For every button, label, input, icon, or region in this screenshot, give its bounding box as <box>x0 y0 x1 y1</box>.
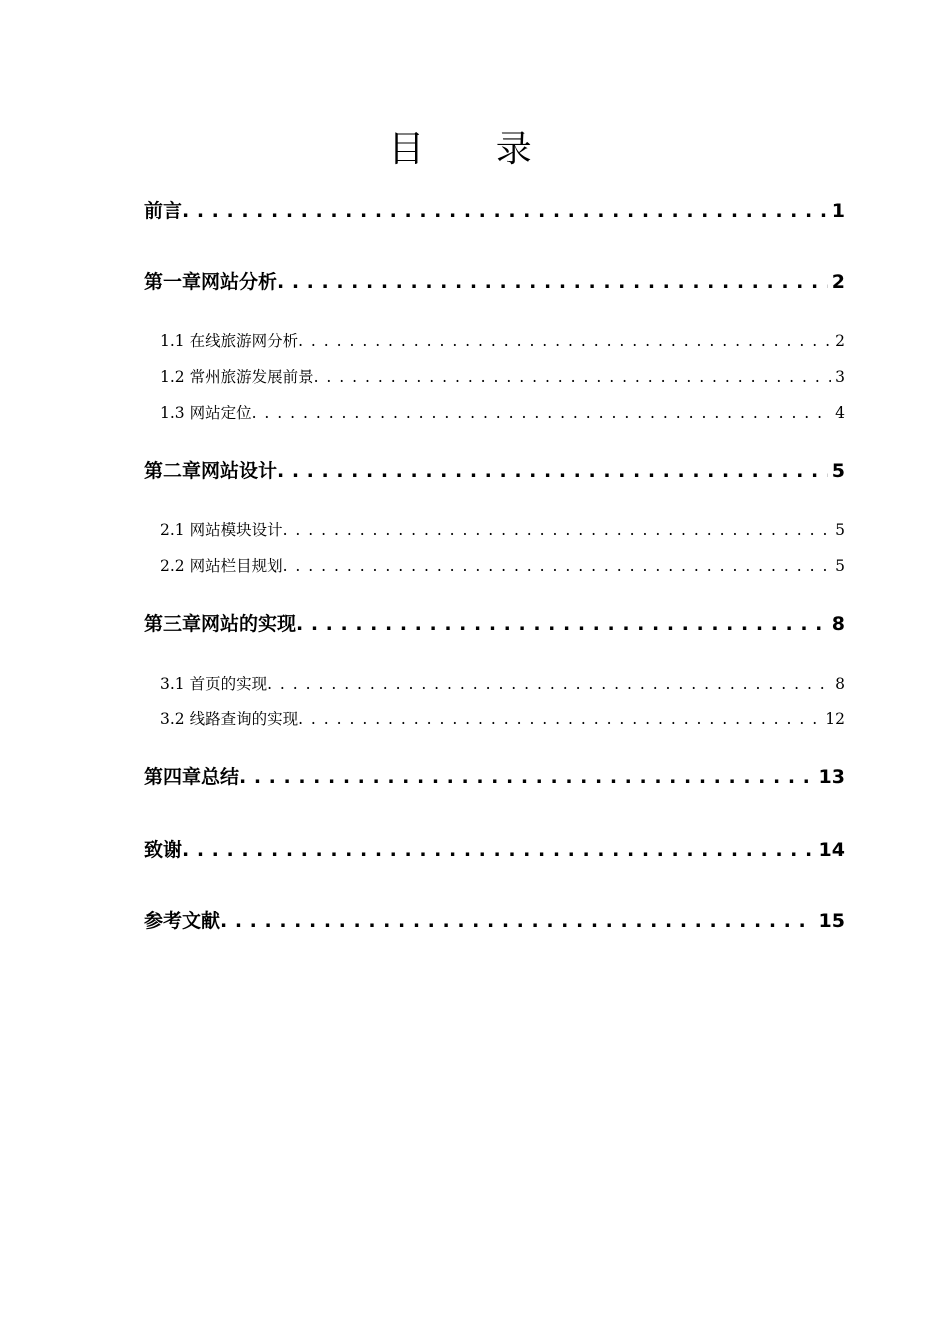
toc-entry-section-1-2[interactable] <box>160 365 845 389</box>
dot-leader <box>182 196 828 226</box>
toc-entry-label: 1.3 网站定位 <box>160 404 252 422</box>
toc-page-number: 2 <box>835 332 845 350</box>
toc-page-number: 3 <box>835 368 845 386</box>
toc-entry-label: 1.1 在线旅游网分析 <box>160 332 299 350</box>
toc-entry-label: 2.1 网站模块设计 <box>160 521 283 539</box>
toc-entry-section-1-1[interactable] <box>160 329 845 353</box>
toc-entry-chapter-2[interactable] <box>144 456 845 486</box>
toc-page-number: 13 <box>818 766 845 788</box>
toc-entry-label: 第二章网站设计 <box>144 460 278 482</box>
toc-entry-chapter-1[interactable] <box>144 267 845 297</box>
dot-leader <box>296 609 828 639</box>
toc-entry-section-2-1[interactable] <box>160 518 845 542</box>
toc-entry-label: 3.1 首页的实现 <box>160 675 268 693</box>
toc-entry-chapter-4[interactable] <box>144 762 845 792</box>
dot-leader <box>298 707 821 731</box>
dot-leader <box>277 267 828 297</box>
toc-entry-section-1-3[interactable] <box>160 401 845 425</box>
dot-leader <box>220 906 815 936</box>
dot-leader <box>283 554 832 578</box>
toc-entry-label: 前言 <box>144 200 183 222</box>
dot-leader <box>267 672 831 696</box>
dot-leader <box>314 365 832 389</box>
toc-entry-acknowledgements[interactable] <box>144 835 845 865</box>
toc-page-number: 5 <box>835 521 845 539</box>
toc-page-number: 5 <box>835 557 845 575</box>
dot-leader <box>283 518 832 542</box>
toc-entry-references[interactable] <box>144 906 845 936</box>
toc-page-number: 14 <box>818 839 845 861</box>
page-title: 目 录 <box>388 129 562 170</box>
toc-page-number: 8 <box>831 613 845 635</box>
dot-leader <box>239 762 815 792</box>
toc-page-number: 5 <box>831 460 845 482</box>
toc-entry-label: 第一章网站分析 <box>144 271 278 293</box>
toc-page-number: 1 <box>831 200 845 222</box>
toc-page-number: 4 <box>835 404 845 422</box>
toc-entry-label: 2.2 网站栏目规划 <box>160 557 283 575</box>
dot-leader <box>298 329 831 353</box>
toc-page-number: 15 <box>818 910 845 932</box>
toc-entry-label: 参考文献 <box>144 910 221 932</box>
toc-entry-chapter-3[interactable] <box>144 609 845 639</box>
toc-page-number: 8 <box>835 675 845 693</box>
dot-leader <box>277 456 828 486</box>
toc-entry-section-2-2[interactable] <box>160 554 845 578</box>
dot-leader <box>182 835 815 865</box>
toc-entry-label: 第四章总结 <box>144 766 240 788</box>
toc-entry-section-3-1[interactable] <box>160 672 845 696</box>
dot-leader <box>252 401 832 425</box>
toc-entry-label: 第三章网站的实现 <box>144 613 297 635</box>
toc-page-number: 12 <box>825 710 845 728</box>
toc-entry-label: 致谢 <box>144 839 183 861</box>
toc-entry-label: 3.2 线路查询的实现 <box>160 710 299 728</box>
toc-page-number: 2 <box>831 271 845 293</box>
toc-entry-label: 1.2 常州旅游发展前景 <box>160 368 314 386</box>
toc-entry-section-3-2[interactable] <box>160 707 845 731</box>
toc-entry-preface[interactable] <box>144 196 845 226</box>
